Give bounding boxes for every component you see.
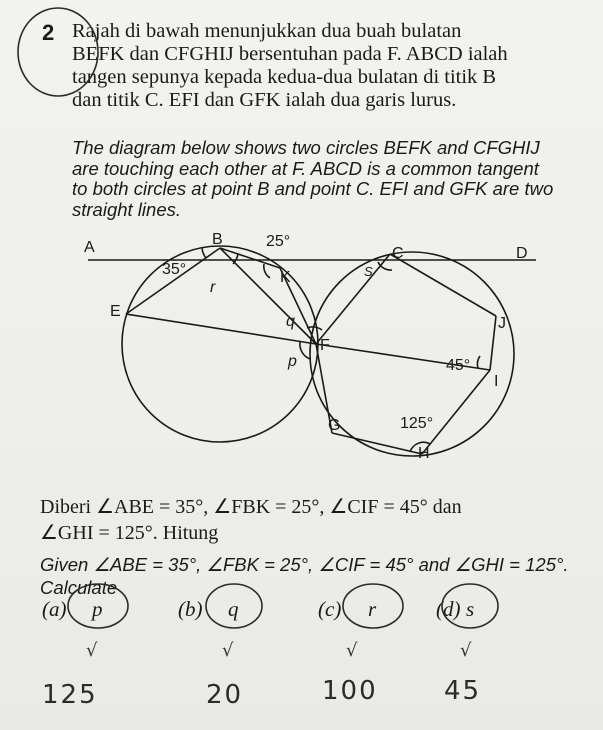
label-f: F bbox=[320, 337, 330, 354]
tick-mark: √ bbox=[460, 640, 472, 661]
label-angle-fbk: 25° bbox=[266, 233, 291, 250]
answer-d: 45 bbox=[444, 676, 482, 706]
tick-mark: √ bbox=[222, 640, 234, 661]
label-p: p bbox=[288, 353, 297, 370]
label-i: I bbox=[494, 373, 499, 390]
label-angle-ghi: 125° bbox=[400, 415, 434, 432]
part-a-var: p bbox=[92, 597, 103, 621]
label-a: A bbox=[84, 239, 95, 256]
malay-line: BEFK dan CFGHIJ bersentuhan pada F. ABCD ialah bbox=[72, 43, 508, 65]
given-malay-line: ∠GHI = 125°. Hitung bbox=[40, 522, 219, 544]
malay-line: tangen sepunya kepada kedua-dua bulatan di titik B bbox=[72, 66, 497, 88]
label-d: D bbox=[516, 245, 528, 262]
part-b-var: q bbox=[228, 597, 239, 621]
given-english-line: Given ∠ABE = 35°, ∠FBK = 25°, ∠CIF = 45° and ∠GHI = 125°. bbox=[40, 554, 569, 575]
part-c-label: (c) bbox=[318, 597, 342, 621]
label-h: H bbox=[418, 445, 430, 462]
part-a-label: (a) bbox=[42, 597, 67, 621]
english-line: straight lines. bbox=[72, 198, 181, 220]
label-j: J bbox=[498, 315, 506, 332]
label-k: K bbox=[280, 269, 291, 286]
label-q: q bbox=[286, 313, 295, 330]
english-line: are touching each other at F. ABCD is a common tangent bbox=[72, 157, 539, 179]
answer-c: 100 bbox=[322, 676, 378, 706]
question-number: 2 bbox=[42, 20, 55, 45]
label-angle-cif: 45° bbox=[446, 357, 471, 374]
english-line: to both circles at point B and point C. EFI and GFK are two bbox=[72, 178, 554, 199]
answer-b: 20 bbox=[206, 680, 244, 710]
part-c-var: r bbox=[368, 597, 377, 621]
malay-line: dan titik C. EFI dan GFK ialah dua garis lurus. bbox=[72, 89, 457, 111]
circled-part-c bbox=[343, 584, 403, 628]
part-d-var: s bbox=[466, 597, 475, 621]
circled-part-a bbox=[68, 584, 128, 628]
part-b-label: (b) bbox=[178, 597, 203, 621]
circled-part-d bbox=[442, 584, 498, 628]
tick-mark: √ bbox=[346, 640, 358, 661]
given-malay-line: Diberi ∠ABE = 35°, ∠FBK = 25°, ∠CIF = 45° dan bbox=[40, 496, 462, 518]
label-b: B bbox=[212, 231, 223, 248]
circled-part-b bbox=[206, 584, 262, 628]
english-line: The diagram below shows two circles BEFK and CFGHIJ bbox=[72, 137, 540, 158]
question-circle bbox=[18, 8, 98, 96]
given-english-line: Calculate bbox=[40, 577, 118, 598]
label-s: S bbox=[364, 264, 373, 279]
label-c: C bbox=[392, 245, 404, 262]
tick-mark: √ bbox=[86, 640, 98, 661]
label-angle-abe: 35° bbox=[162, 261, 187, 278]
answer-a: 125 bbox=[42, 680, 98, 710]
part-d-label: (d) bbox=[436, 597, 461, 621]
label-e: E bbox=[110, 303, 121, 320]
label-g: G bbox=[328, 417, 341, 434]
malay-line: Rajah di bawah menunjukkan dua buah bulatan bbox=[72, 20, 462, 42]
label-r: r bbox=[210, 279, 216, 296]
